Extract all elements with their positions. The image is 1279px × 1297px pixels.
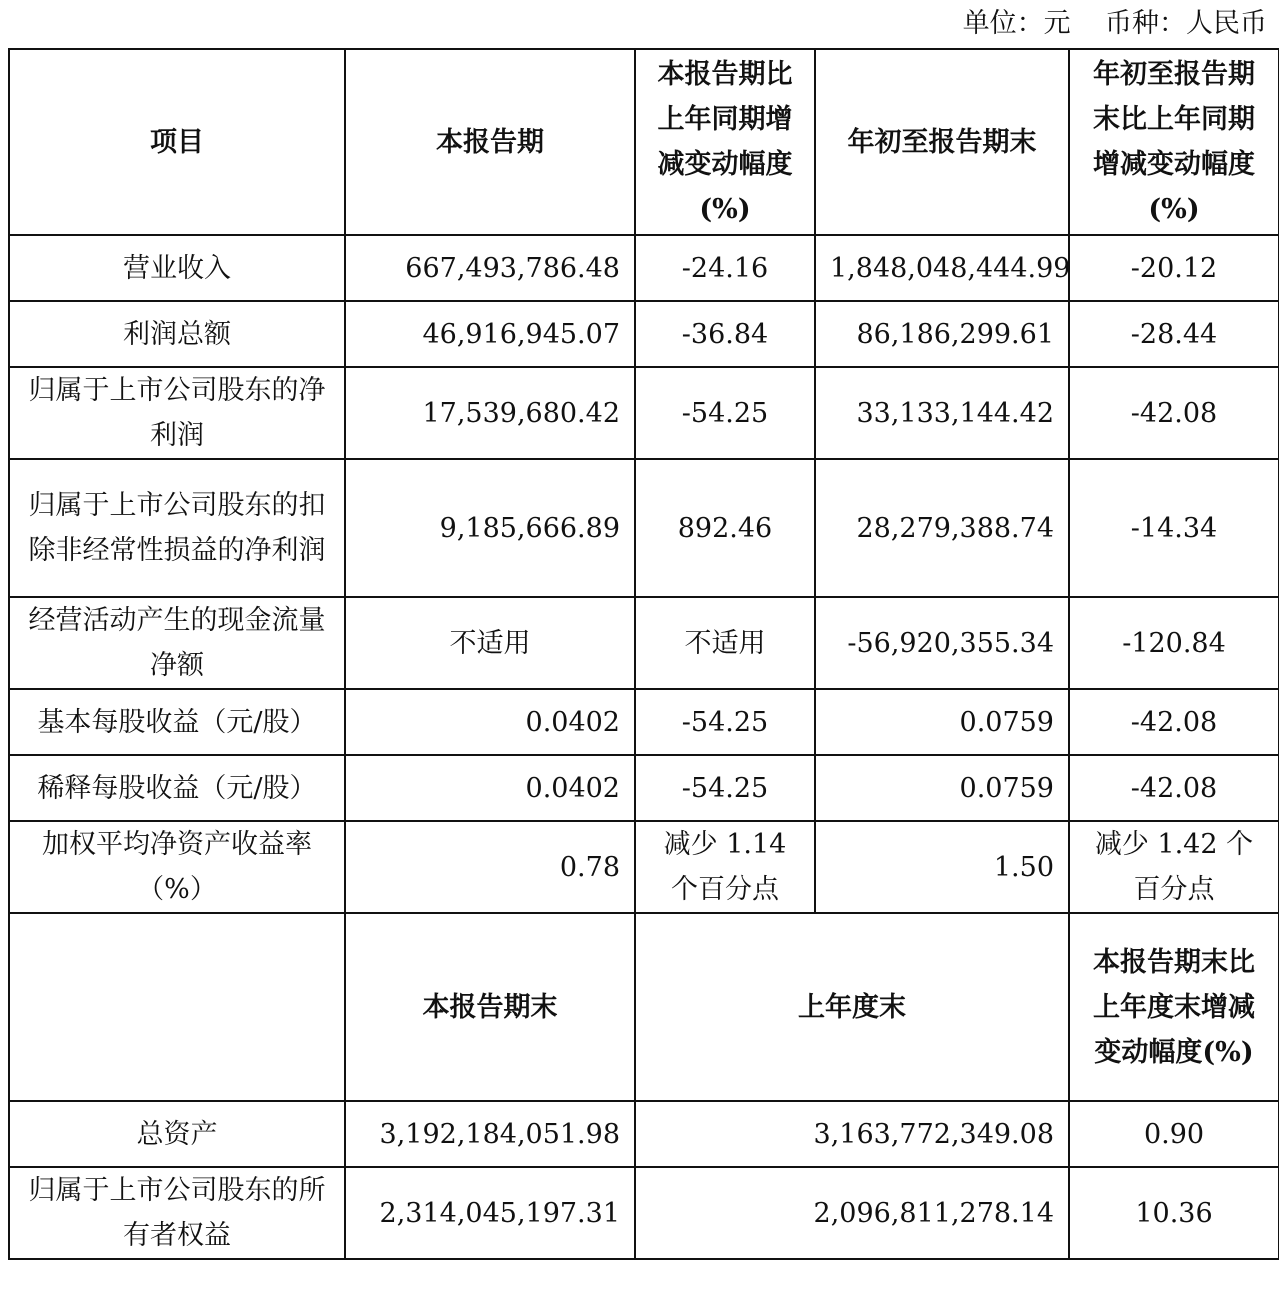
header-prior-year-end: 上年度末 [635, 913, 1069, 1101]
current-change-value: 892.46 [635, 459, 815, 597]
current-change-value: -54.25 [635, 689, 815, 755]
current-change-value: 不适用 [635, 597, 815, 689]
ytd-value: 86,186,299.61 [815, 301, 1069, 367]
ytd-value: 0.0759 [815, 689, 1069, 755]
ytd-value: 33,133,144.42 [815, 367, 1069, 459]
ytd-value: 0.0759 [815, 755, 1069, 821]
current-value: 9,185,666.89 [345, 459, 635, 597]
current-value: 46,916,945.07 [345, 301, 635, 367]
prior-year-end-value: 3,163,772,349.08 [635, 1101, 1069, 1167]
ytd-change-value: -14.34 [1069, 459, 1279, 597]
ytd-value: -56,920,355.34 [815, 597, 1069, 689]
header-period-end: 本报告期末 [345, 913, 635, 1101]
table-row [9, 821, 1279, 913]
header-balance-change: 本报告期末比上年度末增减变动幅度(%) [1069, 913, 1279, 1101]
row-label: 归属于上市公司股东的所有者权益 [9, 1167, 345, 1259]
header-row [9, 49, 1279, 235]
current-change-value: -36.84 [635, 301, 815, 367]
ytd-change-value: -120.84 [1069, 597, 1279, 689]
header-ytd: 年初至报告期末 [815, 49, 1069, 235]
row-label: 归属于上市公司股东的净利润 [9, 367, 345, 459]
prior-year-end-value: 2,096,811,278.14 [635, 1167, 1069, 1259]
row-label: 稀释每股收益（元/股） [9, 755, 345, 821]
period-end-value: 2,314,045,197.31 [345, 1167, 635, 1259]
table-row [9, 459, 1279, 597]
balance-change-value: 0.90 [1069, 1101, 1279, 1167]
table-row [9, 301, 1279, 367]
table-row [9, 597, 1279, 689]
ytd-change-value: -20.12 [1069, 235, 1279, 301]
current-value: 17,539,680.42 [345, 367, 635, 459]
current-value: 667,493,786.48 [345, 235, 635, 301]
current-value: 不适用 [345, 597, 635, 689]
current-change-value: -54.25 [635, 367, 815, 459]
ytd-value: 28,279,388.74 [815, 459, 1069, 597]
current-change-value: -54.25 [635, 755, 815, 821]
ytd-change-value: -42.08 [1069, 689, 1279, 755]
table-row [9, 1167, 1279, 1259]
header-row-balance [9, 913, 1279, 1101]
ytd-change-value: 减少 1.42 个百分点 [1069, 821, 1279, 913]
row-label: 利润总额 [9, 301, 345, 367]
header-item: 项目 [9, 49, 345, 235]
row-label: 归属于上市公司股东的扣除非经常性损益的净利润 [9, 459, 345, 597]
ytd-value: 1,848,048,444.99 [815, 235, 1069, 301]
period-end-value: 3,192,184,051.98 [345, 1101, 635, 1167]
ytd-value: 1.50 [815, 821, 1069, 913]
current-change-value: -24.16 [635, 235, 815, 301]
header-current-period: 本报告期 [345, 49, 635, 235]
current-value: 0.0402 [345, 689, 635, 755]
current-value: 0.78 [345, 821, 635, 913]
ytd-change-value: -42.08 [1069, 755, 1279, 821]
table-row [9, 367, 1279, 459]
table-row [9, 235, 1279, 301]
table-row [9, 1101, 1279, 1167]
row-label: 经营活动产生的现金流量净额 [9, 597, 345, 689]
ytd-change-value: -28.44 [1069, 301, 1279, 367]
ytd-change-value: -42.08 [1069, 367, 1279, 459]
unit-currency-note: 单位：元 币种：人民币 [962, 8, 1267, 39]
balance-change-value: 10.36 [1069, 1167, 1279, 1259]
row-label: 总资产 [9, 1101, 345, 1167]
current-change-value: 减少 1.14 个百分点 [635, 821, 815, 913]
current-value: 0.0402 [345, 755, 635, 821]
header-current-change: 本报告期比上年同期增减变动幅度(%) [635, 49, 815, 235]
row-label: 营业收入 [9, 235, 345, 301]
table-row [9, 689, 1279, 755]
header-ytd-change: 年初至报告期末比上年同期增减变动幅度(%) [1069, 49, 1279, 235]
row-label: 基本每股收益（元/股） [9, 689, 345, 755]
header-empty [9, 913, 345, 1101]
table-row [9, 755, 1279, 821]
row-label: 加权平均净资产收益率（%） [9, 821, 345, 913]
key-financial-data-table [8, 48, 1279, 1260]
